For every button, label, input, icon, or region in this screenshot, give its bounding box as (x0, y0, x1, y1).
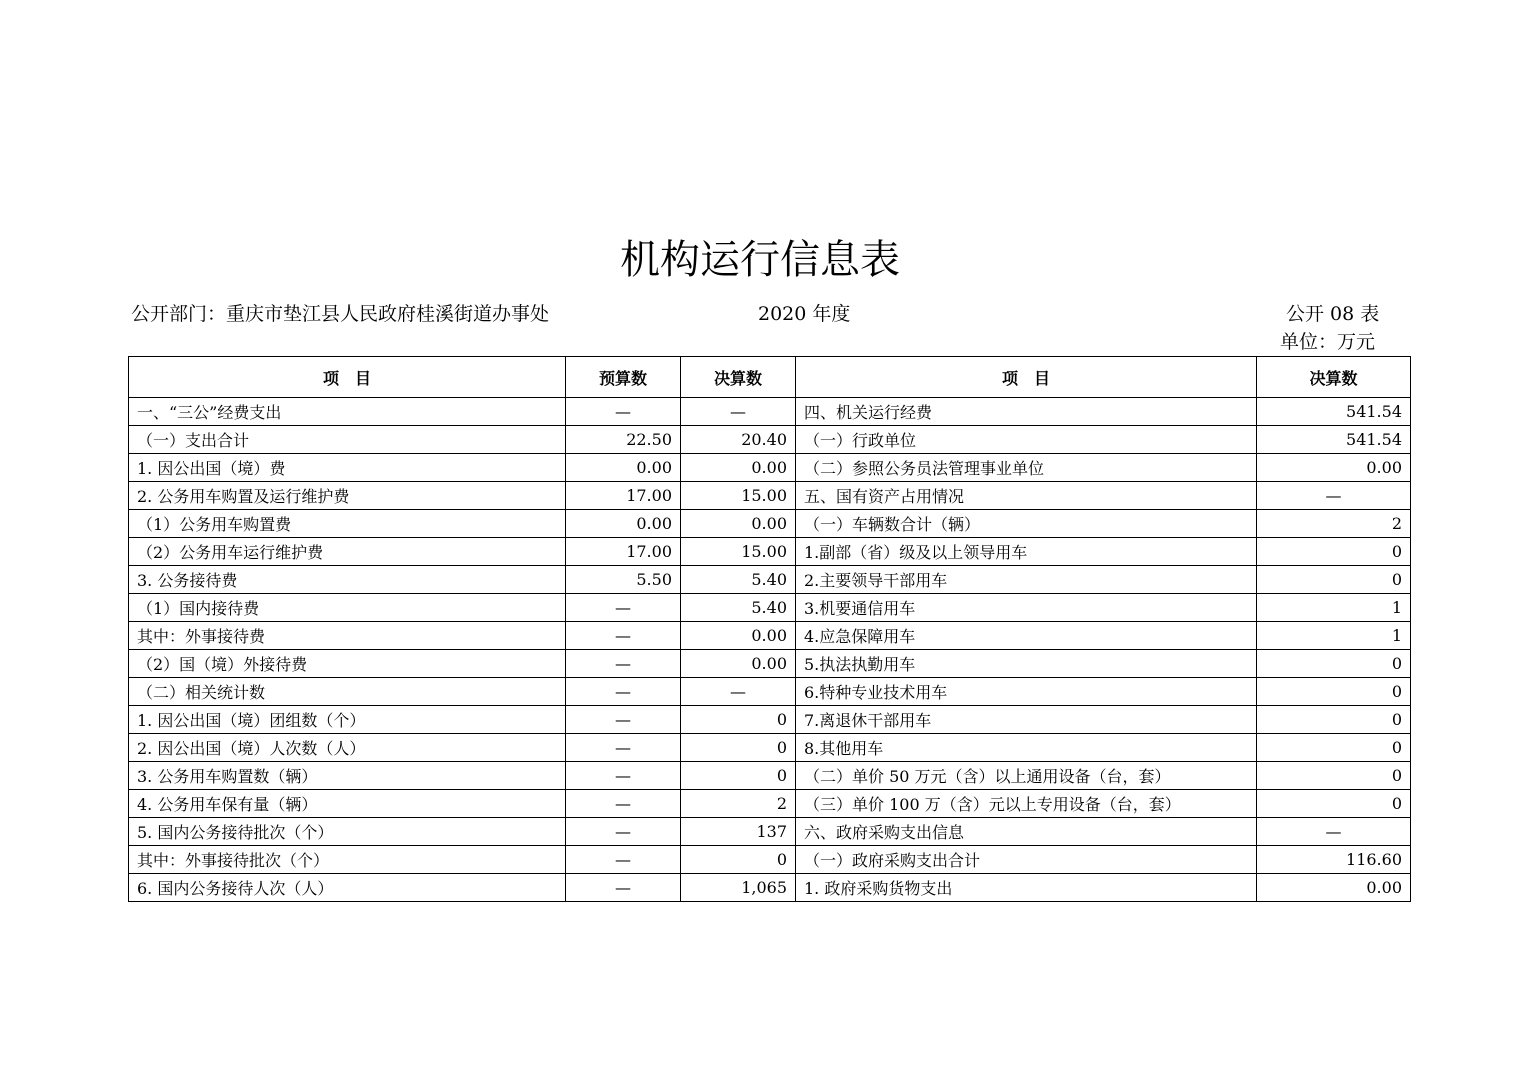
right-item: 3.机要通信用车 (796, 594, 1257, 622)
final-value: 0.00 (681, 622, 796, 650)
left-item: 其中：外事接待批次（个） (129, 846, 566, 874)
final-value: 2 (681, 790, 796, 818)
left-item: 1. 因公出国（境）费 (129, 454, 566, 482)
final-value: 5.40 (681, 566, 796, 594)
right-item: （一）政府采购支出合计 (796, 846, 1257, 874)
right-item: 8.其他用车 (796, 734, 1257, 762)
right-item: 2.主要领导干部用车 (796, 566, 1257, 594)
left-item: （2）国（境）外接待费 (129, 650, 566, 678)
final-value: 0 (681, 846, 796, 874)
table-row (129, 790, 1411, 818)
left-item: 6. 国内公务接待人次（人） (129, 874, 566, 902)
header-final-left: 决算数 (681, 357, 796, 398)
table-row (129, 398, 1411, 426)
right-final-value: 0 (1257, 566, 1411, 594)
right-item: （一）车辆数合计（辆） (796, 510, 1257, 538)
right-final-value: 1 (1257, 594, 1411, 622)
final-value: 15.00 (681, 482, 796, 510)
right-final-value: — (1257, 482, 1411, 510)
budget-value: — (566, 622, 681, 650)
left-item: （二）相关统计数 (129, 678, 566, 706)
header-item-right: 项 目 (796, 357, 1257, 398)
left-item: 4. 公务用车保有量（辆） (129, 790, 566, 818)
final-value: 5.40 (681, 594, 796, 622)
department-label: 公开部门：重庆市垫江县人民政府桂溪街道办事处 (131, 303, 550, 325)
left-item: 2. 公务用车购置及运行维护费 (129, 482, 566, 510)
left-item: 一、“三公”经费支出 (129, 398, 566, 426)
header-budget: 预算数 (566, 357, 681, 398)
final-value: 0 (681, 762, 796, 790)
budget-value: 17.00 (566, 482, 681, 510)
table-row (129, 734, 1411, 762)
table-row (129, 678, 1411, 706)
right-final-value: 0 (1257, 734, 1411, 762)
right-item: 5.执法执勤用车 (796, 650, 1257, 678)
budget-value: — (566, 790, 681, 818)
final-value: — (681, 398, 796, 426)
budget-value: 17.00 (566, 538, 681, 566)
left-item: （1）公务用车购置费 (129, 510, 566, 538)
final-value: 1,065 (681, 874, 796, 902)
right-final-value: 2 (1257, 510, 1411, 538)
right-final-value: 0.00 (1257, 454, 1411, 482)
final-value: — (681, 678, 796, 706)
table-row (129, 510, 1411, 538)
right-item: 7.离退休干部用车 (796, 706, 1257, 734)
unit-label: 单位：万元 (1280, 331, 1376, 353)
right-item: （二）参照公务员法管理事业单位 (796, 454, 1257, 482)
table-row (129, 650, 1411, 678)
budget-value: — (566, 874, 681, 902)
right-final-value: 0 (1257, 650, 1411, 678)
table-row (129, 818, 1411, 846)
right-final-value: 0 (1257, 706, 1411, 734)
right-item: 四、机关运行经费 (796, 398, 1257, 426)
final-value: 20.40 (681, 426, 796, 454)
operations-info-table (128, 356, 1411, 902)
budget-value: — (566, 846, 681, 874)
final-value: 0 (681, 734, 796, 762)
table-row (129, 566, 1411, 594)
budget-value: 0.00 (566, 510, 681, 538)
left-item: 3. 公务接待费 (129, 566, 566, 594)
page-title: 机构运行信息表 (620, 237, 900, 283)
budget-value: — (566, 762, 681, 790)
table-row (129, 594, 1411, 622)
final-value: 15.00 (681, 538, 796, 566)
final-value: 137 (681, 818, 796, 846)
left-item: 其中：外事接待费 (129, 622, 566, 650)
right-final-value: 116.60 (1257, 846, 1411, 874)
right-item: 1.副部（省）级及以上领导用车 (796, 538, 1257, 566)
table-header-row (129, 357, 1411, 398)
right-final-value: 541.54 (1257, 398, 1411, 426)
right-final-value: 0.00 (1257, 874, 1411, 902)
right-item: 五、国有资产占用情况 (796, 482, 1257, 510)
table-row (129, 762, 1411, 790)
right-item: 4.应急保障用车 (796, 622, 1257, 650)
budget-value: — (566, 706, 681, 734)
table-row (129, 706, 1411, 734)
right-item: 6.特种专业技术用车 (796, 678, 1257, 706)
header-item-left: 项 目 (129, 357, 566, 398)
right-final-value: 0 (1257, 762, 1411, 790)
budget-value: 0.00 (566, 454, 681, 482)
table-row (129, 538, 1411, 566)
fiscal-year-label: 2020 年度 (758, 303, 851, 325)
final-value: 0.00 (681, 510, 796, 538)
right-item: （二）单价 50 万元（含）以上通用设备（台，套） (796, 762, 1257, 790)
budget-value: — (566, 650, 681, 678)
right-final-value: — (1257, 818, 1411, 846)
table-row (129, 454, 1411, 482)
budget-value: — (566, 398, 681, 426)
table-row (129, 622, 1411, 650)
left-item: 3. 公务用车购置数（辆） (129, 762, 566, 790)
right-item: （三）单价 100 万（含）元以上专用设备（台，套） (796, 790, 1257, 818)
final-value: 0.00 (681, 454, 796, 482)
budget-value: — (566, 594, 681, 622)
form-number-label: 公开 08 表 (1286, 303, 1380, 325)
right-item: 六、政府采购支出信息 (796, 818, 1257, 846)
budget-value: 22.50 (566, 426, 681, 454)
left-item: （一）支出合计 (129, 426, 566, 454)
budget-value: 5.50 (566, 566, 681, 594)
right-final-value: 1 (1257, 622, 1411, 650)
left-item: 2. 因公出国（境）人次数（人） (129, 734, 566, 762)
table-row (129, 874, 1411, 902)
right-final-value: 0 (1257, 790, 1411, 818)
final-value: 0.00 (681, 650, 796, 678)
budget-value: — (566, 818, 681, 846)
budget-value: — (566, 678, 681, 706)
right-item: 1. 政府采购货物支出 (796, 874, 1257, 902)
header-final-right: 决算数 (1257, 357, 1411, 398)
final-value: 0 (681, 706, 796, 734)
right-item: （一）行政单位 (796, 426, 1257, 454)
right-final-value: 0 (1257, 538, 1411, 566)
left-item: 5. 国内公务接待批次（个） (129, 818, 566, 846)
left-item: （1）国内接待费 (129, 594, 566, 622)
table-row (129, 482, 1411, 510)
budget-value: — (566, 734, 681, 762)
table-row (129, 846, 1411, 874)
table-row (129, 426, 1411, 454)
right-final-value: 0 (1257, 678, 1411, 706)
left-item: 1. 因公出国（境）团组数（个） (129, 706, 566, 734)
left-item: （2）公务用车运行维护费 (129, 538, 566, 566)
right-final-value: 541.54 (1257, 426, 1411, 454)
